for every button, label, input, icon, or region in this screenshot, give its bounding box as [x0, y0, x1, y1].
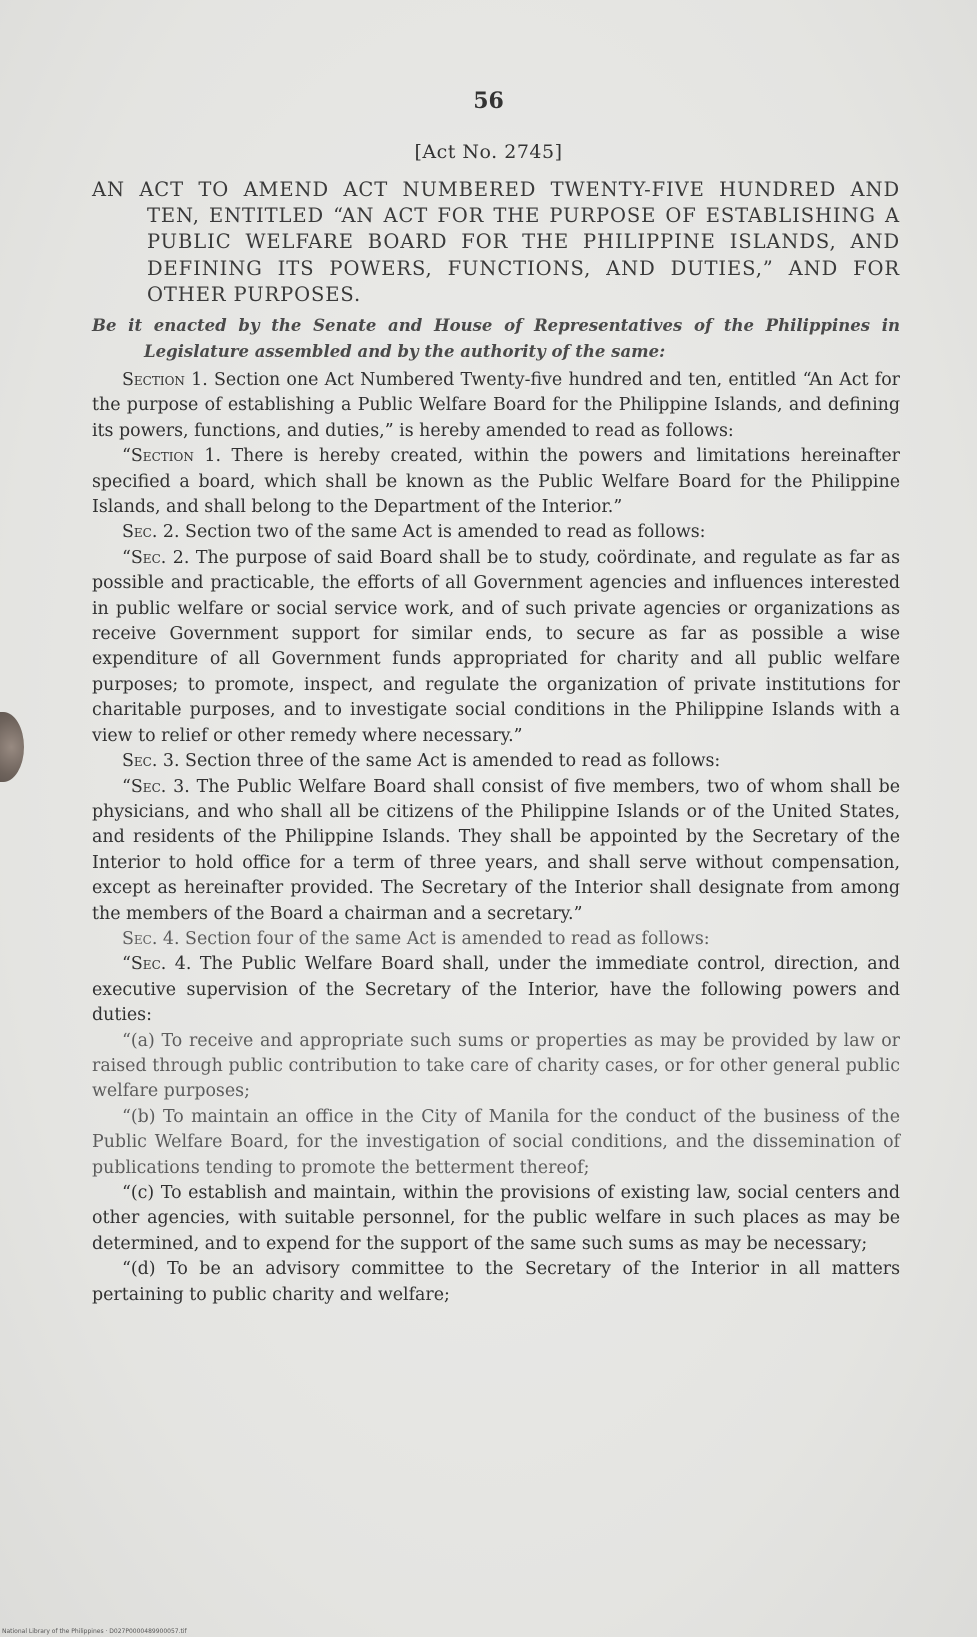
- paragraph-lead: “Sec.: [122, 776, 167, 797]
- paragraph-lead: Sec.: [122, 522, 158, 543]
- paragraph-lead: Sec.: [122, 751, 158, 772]
- paragraph-lead: “(c): [122, 1183, 155, 1203]
- paragraph-text: 1. There is hereby created, within the powers and limitations hereinafter specified a board, which shall be known as the Public Welfare Board for the Philippine Islands, and shall belong to the Department of the Interior.”: [92, 446, 900, 518]
- paragraph-text: 1. Section one Act Numbered Twenty-five hundred and ten, entitled “An Act for the purpose of establishing a Public Welfare Board for the Philippine Islands, and defining its powers, functions, and duties,” is hereby amended to read as follows:: [92, 370, 900, 441]
- section-4-text: [92, 952, 900, 1028]
- scan-footer-note: National Library of the Philippines · D027P0000489900057.tif: [2, 1628, 187, 1635]
- paragraph-lead: “(b): [122, 1106, 156, 1127]
- enacting-clause: Be it enacted by the Senate and House of Representatives of the Philippines in Legislature assembled and by the authority of the same:: [92, 316, 900, 361]
- paragraph-text: 2. Section two of the same Act is amended to read as follows:: [157, 522, 706, 543]
- power-d: [92, 1257, 900, 1308]
- section-1-text: [92, 444, 900, 520]
- paragraph-text: 4. Section four of the same Act is amended to read as follows:: [157, 928, 710, 949]
- power-b: [92, 1105, 900, 1181]
- paragraph-text: 3. Section three of the same Act is amended to read as follows:: [157, 751, 721, 772]
- section-2-amendment: [92, 520, 900, 545]
- paragraph-lead: “Sec.: [122, 547, 167, 568]
- act-number: [Act No. 2745]: [414, 141, 563, 163]
- paragraph-lead: Section: [122, 370, 185, 390]
- paragraph-lead: “(a): [122, 1030, 155, 1051]
- section-2-text: [92, 546, 900, 749]
- paragraph-text: To establish and maintain, within the provisions of existing law, social centers and other agencies, with suitable personnel, for the public welfare in such places as may be determined, and to expend for the support of the same such sums as may be necessary;: [92, 1183, 900, 1254]
- paragraph-lead: “Section: [122, 446, 194, 467]
- paragraph-text: 2. The purpose of said Board shall be to study, coördinate, and regulate as far as possible and practicable, the efforts of all Government agencies and influences interested in public welfare or social service work, and of such private agencies or organizations as receive Government support for similar ends, to secure as far as possible a wise expenditure of all Government funds appropriated for charity and all public welfare purposes; to promote, inspect, and regulate the organization of private institutions for charitable purposes, and to investigate social conditions in the Philippine Islands with a view to relief or other remedy where necessary.”: [92, 547, 900, 746]
- act-body: [92, 368, 900, 1308]
- paragraph-lead: Sec.: [122, 928, 158, 949]
- paragraph-text: To receive and appropriate such sums or properties as may be provided by law or raised through public contribution to take care of charity cases, or for other general public welfare purposes;: [92, 1030, 900, 1102]
- paragraph-lead: “Sec.: [122, 954, 167, 975]
- power-a: [92, 1029, 900, 1105]
- section-4-amendment: [92, 927, 900, 952]
- paragraph-text: To be an advisory committee to the Secretary of the Interior in all matters pertaining to public charity and welfare;: [92, 1259, 900, 1305]
- paragraph-text: To maintain an office in the City of Manila for the conduct of the business of the Public Welfare Board, for the investigation of social conditions, and the dissemination of publications tending to promote the betterment thereof;: [92, 1106, 900, 1178]
- section-3-amendment: [92, 749, 900, 774]
- page-number: 56: [473, 88, 504, 114]
- power-c: [92, 1181, 900, 1257]
- paragraph-lead: “(d): [122, 1259, 156, 1280]
- paragraph-text: 4. The Public Welfare Board shall, under the immediate control, direction, and executive supervision of the Secretary of the Interior, have the following powers and duties:: [92, 954, 900, 1026]
- paragraph-text: 3. The Public Welfare Board shall consist of five members, two of whom shall be physicians, and who shall all be citizens of the Philippine Islands or of the United States, and residents of the Philippine Islands. They shall be appointed by the Secretary of the Interior to hold office for a term of three years, and shall serve without compensation, except as hereinafter provided. The Secretary of the Interior shall designate from among the members of the Board a chairman and a secretary.”: [92, 776, 900, 924]
- scanner-thumb-shadow: [0, 712, 24, 782]
- section-3-text: [92, 775, 900, 927]
- act-title: AN ACT TO AMEND ACT NUMBERED TWENTY-FIVE HUNDRED AND TEN, ENTITLED “AN ACT FOR THE PURPOSE OF ESTABLISHING A PUBLIC WELFARE BOARD FOR THE PHILIPPINE ISLANDS, AND DEFINING ITS POWERS, FUNCTIONS, AND DUTIES,” AND FOR OTHER PURPOSES.: [92, 178, 900, 306]
- section-1-amendment: [92, 368, 900, 444]
